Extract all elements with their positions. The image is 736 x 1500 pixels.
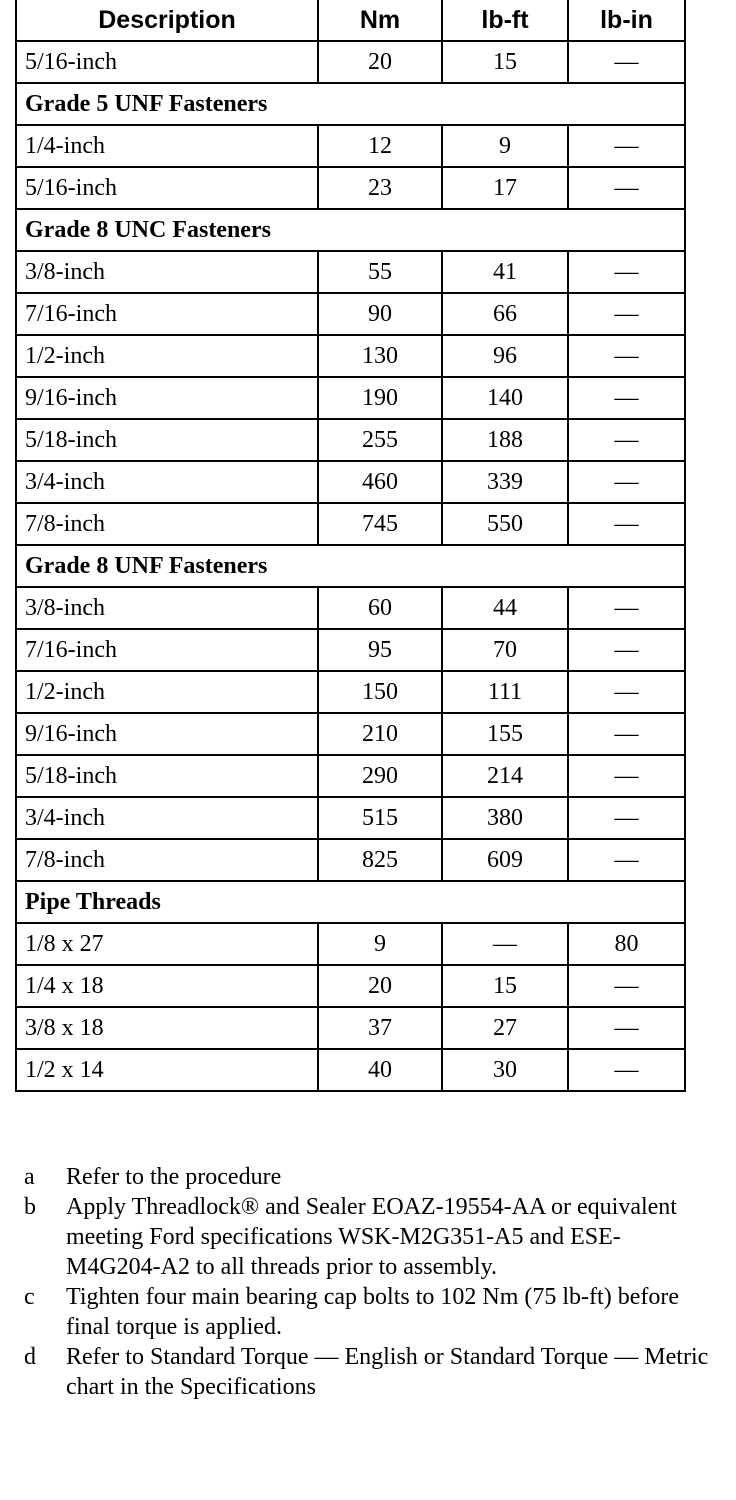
lb-in-cell: — xyxy=(568,293,685,335)
lb-ft-cell: 15 xyxy=(442,965,568,1007)
lb-in-cell: — xyxy=(568,1007,685,1049)
description-cell: 7/8-inch xyxy=(16,503,318,545)
lb-ft-cell: 66 xyxy=(442,293,568,335)
description-cell: 3/8-inch xyxy=(16,251,318,293)
footnote-text: Tighten four main bearing cap bolts to 102 Nm (75 lb-ft) before final torque is applied. xyxy=(66,1284,679,1340)
table-row xyxy=(16,1049,685,1091)
nm-cell: 825 xyxy=(318,839,442,881)
description-cell: 3/8 x 18 xyxy=(16,1007,318,1049)
nm-cell: 20 xyxy=(318,41,442,83)
footnote-text: Refer to the procedure xyxy=(66,1164,282,1190)
lb-ft-cell: 44 xyxy=(442,587,568,629)
nm-cell: 460 xyxy=(318,461,442,503)
description-cell: 1/2 x 14 xyxy=(16,1049,318,1091)
nm-cell: 150 xyxy=(318,671,442,713)
table-header xyxy=(16,0,685,41)
description-cell: 5/18-inch xyxy=(16,419,318,461)
lb-in-cell: — xyxy=(568,755,685,797)
header-row xyxy=(16,0,685,41)
description-cell: 5/18-inch xyxy=(16,755,318,797)
table-row xyxy=(16,965,685,1007)
nm-cell: 55 xyxy=(318,251,442,293)
table-row xyxy=(16,671,685,713)
lb-ft-cell: 155 xyxy=(442,713,568,755)
table-body xyxy=(16,41,685,1091)
group-header-row xyxy=(16,881,685,923)
footnote-letter: d xyxy=(24,1344,36,1370)
nm-cell: 12 xyxy=(318,125,442,167)
footnote-item xyxy=(24,1282,714,1342)
table-row xyxy=(16,461,685,503)
column-header-nm: Nm xyxy=(318,0,442,41)
table-row xyxy=(16,41,685,83)
nm-cell: 190 xyxy=(318,377,442,419)
footnote-letter: a xyxy=(24,1164,35,1190)
footnotes xyxy=(24,1162,714,1402)
lb-in-cell: — xyxy=(568,1049,685,1091)
description-cell: 1/8 x 27 xyxy=(16,923,318,965)
table-row xyxy=(16,755,685,797)
table-row xyxy=(16,923,685,965)
group-header-row xyxy=(16,545,685,587)
column-header-description: Description xyxy=(16,0,318,41)
lb-in-cell: — xyxy=(568,671,685,713)
lb-ft-cell: 380 xyxy=(442,797,568,839)
group-header-row xyxy=(16,209,685,251)
group-label: Pipe Threads xyxy=(16,881,685,923)
group-label: Grade 8 UNC Fasteners xyxy=(16,209,685,251)
footnote-item xyxy=(24,1192,714,1282)
table-row xyxy=(16,293,685,335)
table-row xyxy=(16,587,685,629)
description-cell: 1/4 x 18 xyxy=(16,965,318,1007)
table-row xyxy=(16,503,685,545)
lb-ft-cell: 17 xyxy=(442,167,568,209)
lb-in-cell: — xyxy=(568,713,685,755)
nm-cell: 90 xyxy=(318,293,442,335)
nm-cell: 515 xyxy=(318,797,442,839)
description-cell: 7/8-inch xyxy=(16,839,318,881)
lb-in-cell: — xyxy=(568,335,685,377)
lb-ft-cell: 140 xyxy=(442,377,568,419)
table-row xyxy=(16,713,685,755)
lb-ft-cell: 41 xyxy=(442,251,568,293)
description-cell: 1/2-inch xyxy=(16,335,318,377)
lb-in-cell: — xyxy=(568,839,685,881)
footnote-item xyxy=(24,1162,714,1192)
description-cell: 3/4-inch xyxy=(16,461,318,503)
table-row xyxy=(16,335,685,377)
table-row xyxy=(16,629,685,671)
lb-in-cell: — xyxy=(568,41,685,83)
nm-cell: 290 xyxy=(318,755,442,797)
lb-ft-cell: 9 xyxy=(442,125,568,167)
footnote-letter: b xyxy=(24,1194,36,1220)
torque-specifications-table xyxy=(15,0,686,1092)
description-cell: 1/2-inch xyxy=(16,671,318,713)
table-row xyxy=(16,125,685,167)
nm-cell: 745 xyxy=(318,503,442,545)
lb-ft-cell: 96 xyxy=(442,335,568,377)
lb-in-cell: — xyxy=(568,419,685,461)
lb-in-cell: — xyxy=(568,377,685,419)
nm-cell: 37 xyxy=(318,1007,442,1049)
lb-in-cell: — xyxy=(568,251,685,293)
footnote-letter: c xyxy=(24,1284,35,1310)
footnote-text: Refer to Standard Torque — English or Standard Torque — Metric chart in the Specifications xyxy=(66,1344,709,1400)
lb-in-cell: — xyxy=(568,125,685,167)
description-cell: 5/16-inch xyxy=(16,41,318,83)
lb-in-cell: 80 xyxy=(568,923,685,965)
footnote-text: Apply Threadlock® and Sealer EOAZ-19554-AA or equivalent meeting Ford specifications WSK-M2G351-A5 and ESE-M4G204-A2 to all threads prior to assembly. xyxy=(66,1194,677,1280)
description-cell: 9/16-inch xyxy=(16,377,318,419)
lb-ft-cell: 550 xyxy=(442,503,568,545)
table-row xyxy=(16,251,685,293)
lb-ft-cell: 70 xyxy=(442,629,568,671)
description-cell: 1/4-inch xyxy=(16,125,318,167)
lb-in-cell: — xyxy=(568,797,685,839)
nm-cell: 255 xyxy=(318,419,442,461)
nm-cell: 130 xyxy=(318,335,442,377)
nm-cell: 9 xyxy=(318,923,442,965)
group-label: Grade 5 UNF Fasteners xyxy=(16,83,685,125)
table-row xyxy=(16,1007,685,1049)
nm-cell: 23 xyxy=(318,167,442,209)
lb-in-cell: — xyxy=(568,965,685,1007)
footnote-item xyxy=(24,1342,714,1402)
description-cell: 3/4-inch xyxy=(16,797,318,839)
lb-ft-cell: — xyxy=(442,923,568,965)
nm-cell: 210 xyxy=(318,713,442,755)
table-row xyxy=(16,377,685,419)
lb-in-cell: — xyxy=(568,461,685,503)
lb-in-cell: — xyxy=(568,503,685,545)
nm-cell: 20 xyxy=(318,965,442,1007)
lb-ft-cell: 609 xyxy=(442,839,568,881)
description-cell: 3/8-inch xyxy=(16,587,318,629)
lb-in-cell: — xyxy=(568,167,685,209)
table-row xyxy=(16,167,685,209)
nm-cell: 40 xyxy=(318,1049,442,1091)
lb-in-cell: — xyxy=(568,587,685,629)
lb-ft-cell: 15 xyxy=(442,41,568,83)
description-cell: 9/16-inch xyxy=(16,713,318,755)
group-header-row xyxy=(16,83,685,125)
column-header-lb-ft: lb-ft xyxy=(442,0,568,41)
nm-cell: 60 xyxy=(318,587,442,629)
column-header-lb-in: lb-in xyxy=(568,0,685,41)
lb-in-cell: — xyxy=(568,629,685,671)
lb-ft-cell: 339 xyxy=(442,461,568,503)
table-row xyxy=(16,419,685,461)
description-cell: 5/16-inch xyxy=(16,167,318,209)
lb-ft-cell: 111 xyxy=(442,671,568,713)
lb-ft-cell: 30 xyxy=(442,1049,568,1091)
table-row xyxy=(16,797,685,839)
nm-cell: 95 xyxy=(318,629,442,671)
description-cell: 7/16-inch xyxy=(16,293,318,335)
lb-ft-cell: 214 xyxy=(442,755,568,797)
group-label: Grade 8 UNF Fasteners xyxy=(16,545,685,587)
lb-ft-cell: 188 xyxy=(442,419,568,461)
table-row xyxy=(16,839,685,881)
description-cell: 7/16-inch xyxy=(16,629,318,671)
lb-ft-cell: 27 xyxy=(442,1007,568,1049)
